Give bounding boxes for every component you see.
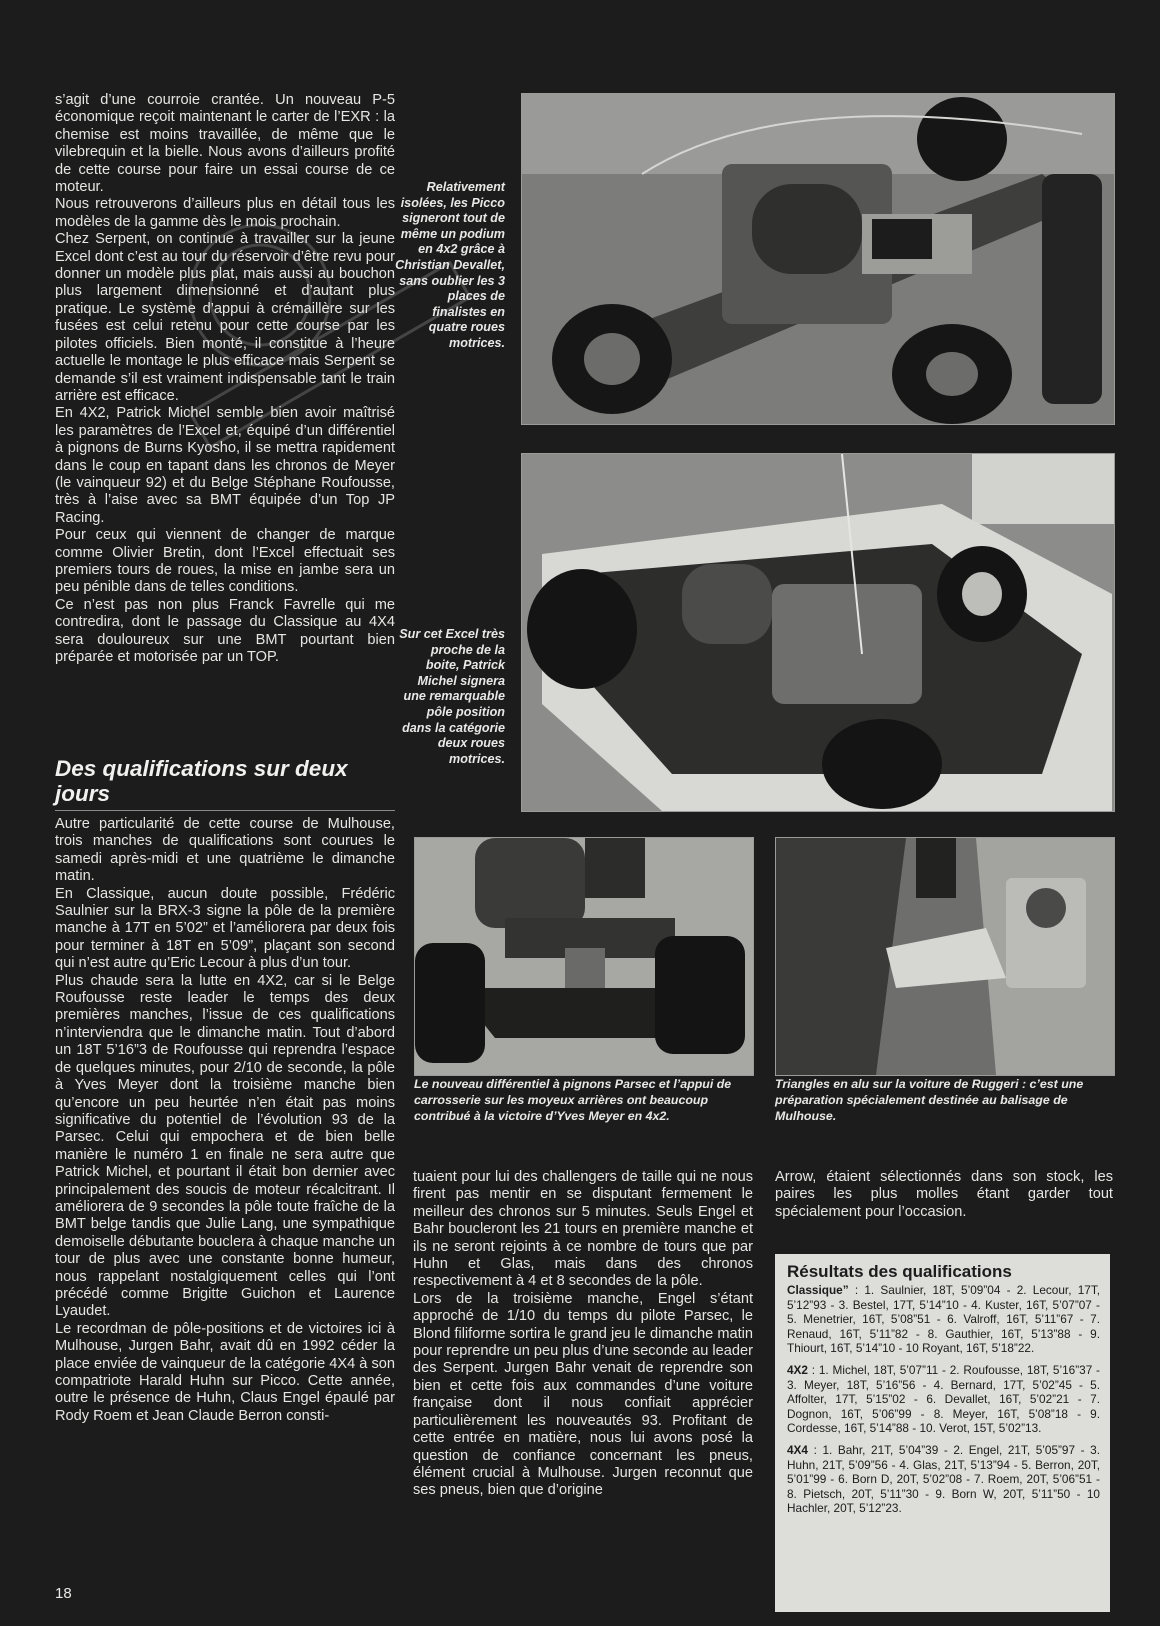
section-heading: Des qualifications sur deux jours (55, 756, 348, 806)
results-classique-text: : 1. Saulnier, 18T, 5’09”04 - 2. Lecour, 17T, 5’12”93 - 3. Bestel, 17T, 5’14”10 - 4. Kuster, 16T, 5’07”07 - 5. Menetrier, 16T, 5’08”51 - 6. Valroff, 16T, 5’11”67 - 7. Renaud, 16T, 5’11”82 - 8. Gauthier, 16T, 5’13”88 - 9. Thiourt, 16T, 5’14”10 - 10 Royant, 16T, 5’18”22. (787, 1283, 1100, 1356)
article-column-2 (413, 1169, 753, 1500)
results-4x2 (787, 1363, 1100, 1436)
article-paragraph: Nous retrouverons d’ailleurs plus en détail tous les modèles de la gamme dès le mois prochain. (55, 196, 395, 230)
article-paragraph: Plus chaude sera la lutte en 4X2, car si le Belge Roufousse reste leader le temps des deux premières manches, l’issue de ces qualifications n’interviendra que le dimanche matin. Tout d’abord un 18T 5’16”3 de Roufousse qui reprendra l’espace de quelques minutes, pour 2/10 de seconde, la pôle à Yves Meyer dont la troisième manche bien qu’encore un peu heurtée n’en était pas moins significative du potentiel de l’évolution 93 de la Parsec. Celui qui empochera et de bien belle manière le numéro 1 en finale ne sera autre que Patrick Michel, et pourtant il était bon dernier avec principalement des soucis de moteur récalcitrant. Il améliorera de 9 secondes la pôle toute fraîche de la BMT belge tandis que Julie Lang, une sympathique demoiselle débutante bouclera à chaque manche un tour de plus avec une constante bonne humeur, nous rappelant nostalgiquement celles qui l’ont précédé comme Brigitte Guichon et Laurence Lyaudet. (55, 972, 395, 1320)
caption-photo-1: Relativement isolées, les Picco signeront tout de même un podium en 4x2 grâce à Christian Devallet, sans oublier les 3 places de finalistes en quatre roues motrices. (395, 180, 505, 350)
article-paragraph: Chez Serpent, on continue à travailler sur la jeune Excel dont c’est au tour du réservoir d’être revu pour donner un modèle plus plat, mais aussi au bouchon plus largement dimensionné et d’autant plus pratique. Le système d’appui à crémaillère sur les fusées est celui retenu pour cette course par les pilotes officiels. Bien monté, il constitue à l’heure actuelle le montage le plus efficace mais Serpent se demande s’il est vraiment indispensable tant le train arrière est efficace. (55, 231, 395, 404)
article-column-3 (775, 1169, 1113, 1221)
heading-divider (55, 810, 395, 811)
results-classique (787, 1283, 1100, 1356)
photo-parsec-differential (414, 837, 754, 1076)
article-column-1-top (55, 92, 395, 666)
photo-ruggeri-triangles (775, 837, 1115, 1076)
results-title: Résultats des qualifications (787, 1262, 1012, 1281)
photo-excel-car (521, 453, 1115, 812)
page-number: 18 (55, 1585, 72, 1602)
article-column-1-bottom (55, 816, 395, 1425)
article-paragraph: Ce n’est pas non plus Franck Favrelle qui me contredira, dont le passage du Classique au 4X4 sera douloureux sur une BMT pourtant bien préparée et motorisée par un TOP. (55, 596, 395, 665)
article-paragraph: s’agit d’une courroie crantée. Un nouveau P-5 économique reçoit maintenant le carter de l’EXR : la chemise est moins travaillée, de même que le vilebrequin et la bielle. Nous avons d’ailleurs profité de cette course pour faire un essai course de ce moteur. (55, 92, 395, 196)
article-paragraph: Arrow, étaient sélectionnés dans son stock, les paires les plus molles étant garder tout spécialement pour l’occasion. (775, 1169, 1113, 1220)
article-paragraph: Pour ceux qui viennent de changer de marque comme Olivier Bretin, dont l’Excel effectuait ses premiers tours de roues, la mise en jambe sera un peu pénible dans de telles conditions. (55, 527, 395, 596)
caption-photo-4: Triangles en alu sur la voiture de Ruggeri : c’est une préparation spécialement destinée au balisage de Mulhouse. (775, 1077, 1084, 1123)
results-classique-label: Classique” (787, 1283, 849, 1297)
caption-photo-2: Sur cet Excel très proche de la boite, Patrick Michel signera une remarquable pôle position dans la catégorie deux roues motrices. (399, 627, 505, 766)
photo-picco-car (521, 93, 1115, 425)
results-4x4-text: : 1. Bahr, 21T, 5’04”39 - 2. Engel, 21T, 5’05”97 - 3. Huhn, 21T, 5’09”56 - 4. Glas, 21T, 5’13”94 - 5. Berron, 20T, 5’01”99 - 6. Born D, 20T, 5’02”08 - 7. Roem, 20T, 5’06”51 - 8. Pietsch, 20T, 5’11”30 - 9. Born W, 20T, 5’11”50 - 10 Hachler, 20T, 5’12”23. (787, 1442, 1100, 1516)
article-paragraph: En Classique, aucun doute possible, Frédéric Saulnier sur la BRX-3 signe la pôle de la première manche à 17T en 5’02” et l’améliorera par deux fois pour terminer à 18T en 5’09”, plaçant son second qui n’est autre qu’Eric Lecour à plus d’un tour. (55, 885, 395, 972)
article-paragraph: Lors de la troisième manche, Engel s’étant approché de 1/10 du temps du pilote Parsec, le Blond filiforme sortira le grand jeu le dimanche matin pour reprendre un peu plus d’une seconde au leader des Serpent. Jurgen Bahr venait de reprendre son bien et cette fois aux commandes d’une voiture française dont il nous confiait apprécier particulièrement les nouveautés 93. Profitant de cette entrée en matière, nous lui avons posé la question de confiance concernant les pneus, élément crucial à Mulhouse. Jurgen reconnut que ses pneus, bien que d’origine (413, 1290, 753, 1499)
results-4x4-label: 4X4 (787, 1442, 808, 1457)
article-paragraph: Le recordman de pôle-positions et de victoires ici à Mulhouse, Jurgen Bahr, avait dû en 1992 céder la place enviée de vainqueur de la catégorie 4X4 à son compatriote Harald Huhn sur Picco. Cette année, outre le présence de Huhn, Claus Engel épaulé par Rody Roem et Jean Claude Berron consti- (55, 1320, 395, 1424)
article-paragraph: En 4X2, Patrick Michel semble bien avoir maîtrisé les paramètres de l’Excel et, équipé d’un différentiel à pignons de Burns Kyosho, il se mettra rapidement dans le coup en tapant dans les chronos de Meyer (le vainqueur 92) et du Belge Stéphane Roufousse, très à l’aise avec sa BMT équipée d’un Top JP Racing. (55, 405, 395, 526)
caption-photo-3: Le nouveau différentiel à pignons Parsec et l’appui de carrosserie sur les moyeux arrières ont beaucoup contribué à la victoire d’Yves Meyer en 4x2. (414, 1077, 732, 1123)
article-paragraph: tuaient pour lui des challengers de taille qui ne nous firent pas mentir en se disputant fermement le meilleur des chronos sur 5 minutes. Seuls Engel et Bahr boucleront les 21 tours en première manche et ils ne seront rejoints à ce nombre de tours que par Huhn et Glas, mais dans des chronos respectivement à 4 et 8 secondes de la pôle. (413, 1169, 753, 1290)
article-paragraph: Autre particularité de cette course de Mulhouse, trois manches de qualifications sont courues le samedi après-midi et une quatrième le dimanche matin. (55, 816, 395, 885)
results-4x2-text: : 1. Michel, 18T, 5’07”11 - 2. Roufousse, 18T, 5’16”37 - 3. Meyer, 18T, 5’16”56 - 4. Bernard, 17T, 5’02”45 - 5. Affolter, 17T, 5’15”02 - 6. Devallet, 16T, 5’02”21 - 7. Dognon, 16T, 5’06”99 - 8. Meyer, 16T, 5’08”18 - 9. Cordesse, 16T, 5’14”88 - 10. Verot, 15T, 5’02”13. (787, 1362, 1100, 1436)
results-4x4 (787, 1443, 1100, 1516)
results-4x2-label: 4X2 (787, 1362, 808, 1377)
results-box (775, 1254, 1110, 1612)
